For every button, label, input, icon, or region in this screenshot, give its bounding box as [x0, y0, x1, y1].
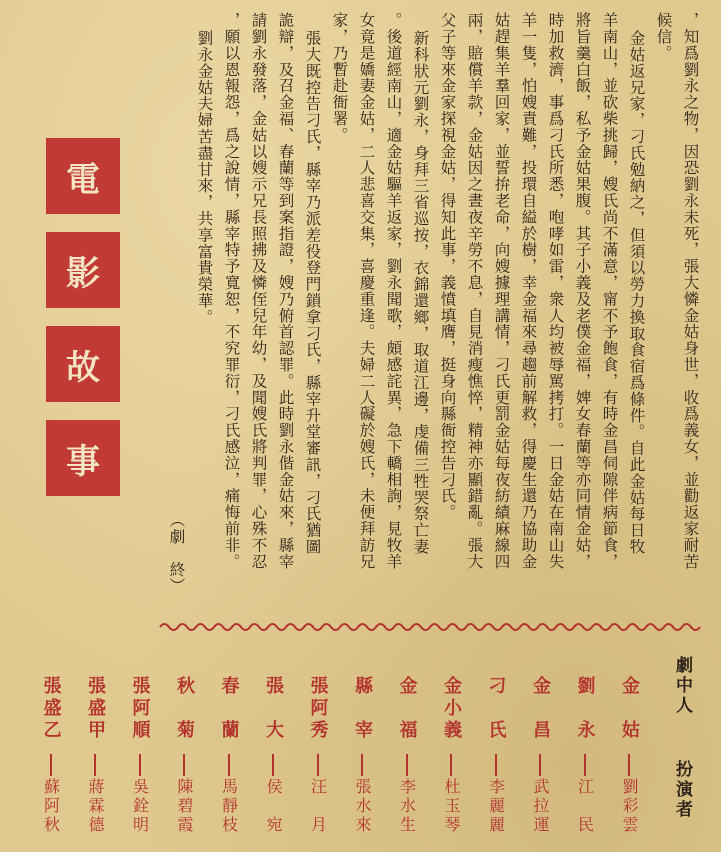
story-column: 。後道經南山，適金姑驅羊返家，劉永聞歌，頗感詫異，急下轎相詢，見牧羊	[384, 12, 403, 570]
cast-dash	[139, 754, 141, 776]
cast-actor: 蘇阿秋	[41, 778, 61, 835]
cast-actor: 陳碧霞	[175, 778, 194, 835]
cast-role: 秋 菊	[174, 676, 195, 742]
story-column: 詭辯，及召金福、春蘭等到案指證，嫂乃俯首認罪。此時劉永偕金姑來，縣宰	[276, 12, 295, 570]
story-column: 張大既控告刁氏，縣宰乃派差役登門鎖拿刁氏，縣宰升堂審訊，刁氏猶圖	[303, 30, 322, 555]
cast-dash	[94, 754, 96, 776]
cast-actor: 侯 宛	[264, 778, 283, 835]
cast-dash	[50, 754, 52, 776]
story-column: 羊南山，並砍柴挑歸，嫂氏尚不滿意，甯不予飽食，有時金昌伺隙伴病節食，	[600, 12, 619, 570]
cast-dash	[317, 754, 319, 776]
cast-actor: 張水來	[353, 778, 372, 835]
wavy-divider	[160, 620, 700, 634]
story-column: 家，乃暫赴衙署。	[330, 12, 349, 144]
cast-dash	[450, 754, 452, 776]
story-column: 劉永金姑夫婦苦盡甘來，共享富貴榮華。	[195, 30, 214, 326]
cast-actor-header: 扮演者	[672, 760, 692, 820]
story-end-mark: （劇 終）	[167, 512, 186, 594]
story-column: 金姑返兄家，刁氏勉納之，但須以勞力換取食宿爲條件。自此金姑每日牧	[627, 30, 646, 555]
title-char-3: 故	[46, 326, 120, 402]
cast-role: 張盛乙	[40, 676, 62, 742]
title-char-4: 事	[46, 420, 120, 496]
story-column: ，願以恩報怨，爲之說情，縣宰特予寬恕，不究罪衍，刁氏感泣，痛悔前非。	[222, 12, 241, 570]
cast-role: 金 姑	[619, 676, 640, 742]
story-column: 女竟是嬌妻金姑，二人悲喜交集，喜慶重逢。夫婦二人礙於嫂氏，未便拜訪兄	[357, 12, 376, 570]
cast-role: 春 蘭	[218, 676, 240, 742]
cast-role: 張盛甲	[85, 676, 106, 742]
cast-actor: 李麗麗	[486, 778, 506, 835]
story-column: 姑趕集羊羣回家，並誓拚老命，向嫂據理講情，刁氏更罰金姑每夜紡績麻線四	[492, 12, 511, 570]
story-column: 將旨羹白飯，私予金姑果腹。其子小義及老僕金福，婢女春蘭等亦同情金姑，	[573, 12, 592, 570]
cast-role: 金 昌	[530, 676, 551, 742]
cast-actor: 劉彩雲	[620, 778, 639, 835]
story-column: 新科狀元劉永，身拜三省巡按，衣錦還鄉，取道江邊，虔備三牲哭祭亡妻	[411, 30, 430, 555]
cast-dash	[272, 754, 274, 776]
cast-dash	[183, 754, 185, 776]
story-column: 羊一隻，怕嫂責難，投環自縊於樹，幸金福來尋趨前解救，得慶生還乃協助金	[519, 12, 538, 570]
cast-actor: 武拉運	[531, 778, 550, 835]
cast-dash	[539, 754, 541, 776]
cast-actor: 江 民	[575, 778, 595, 835]
cast-dash	[584, 754, 586, 776]
story-column: 請劉永發落，金姑以嫂示兄長照拂及憐侄兒年幼，及聞嫂氏將判罪，心殊不忍	[249, 12, 268, 570]
cast-role: 張阿秀	[307, 676, 329, 742]
cast-role: 縣 宰	[352, 676, 373, 742]
story-column: 候信。	[654, 12, 673, 62]
cast-dash	[628, 754, 630, 776]
cast-dash	[495, 754, 497, 776]
cast-dash	[406, 754, 408, 776]
cast-actor: 杜玉琴	[442, 778, 461, 835]
cast-role: 張 大	[263, 676, 284, 742]
cast-role: 張阿順	[129, 676, 151, 742]
cast-actor: 汪 月	[308, 778, 328, 835]
story-column: 父子等來金家探視金姑，得知此事，義憤填膺，挺身向縣衙控告刁氏。	[438, 12, 457, 521]
story-column: ，知爲劉永之物，因恐劉永未死，張大憐金姑身世，收爲義女，並勸返家耐苦	[681, 12, 700, 570]
title-char-1: 電	[46, 138, 120, 214]
cast-role: 金 福	[396, 676, 418, 742]
title-char-2: 影	[46, 232, 120, 308]
cast-role: 刁 氏	[485, 676, 507, 742]
cast-actor: 吳銓明	[130, 778, 150, 835]
story-column: 兩，賠償羊款，金姑因之晝夜辛勞不息，自見消瘦憔悴，精神亦顯錯亂。張大	[465, 12, 484, 570]
cast-role: 劉 永	[574, 676, 596, 742]
cast-actor: 馬靜枝	[219, 778, 239, 835]
cast-dash	[361, 754, 363, 776]
cast-role: 金小義	[441, 676, 462, 742]
cast-role-header: 劇中人	[672, 656, 692, 716]
cast-actor: 蔣霖德	[86, 778, 105, 835]
cast-actor: 李水生	[397, 778, 417, 835]
story-column: 時加救濟，事爲刁氏所悉，咆哮如雷，衆人均被辱駡拷打。一日金姑在南山失	[546, 12, 565, 570]
cast-dash	[228, 754, 230, 776]
